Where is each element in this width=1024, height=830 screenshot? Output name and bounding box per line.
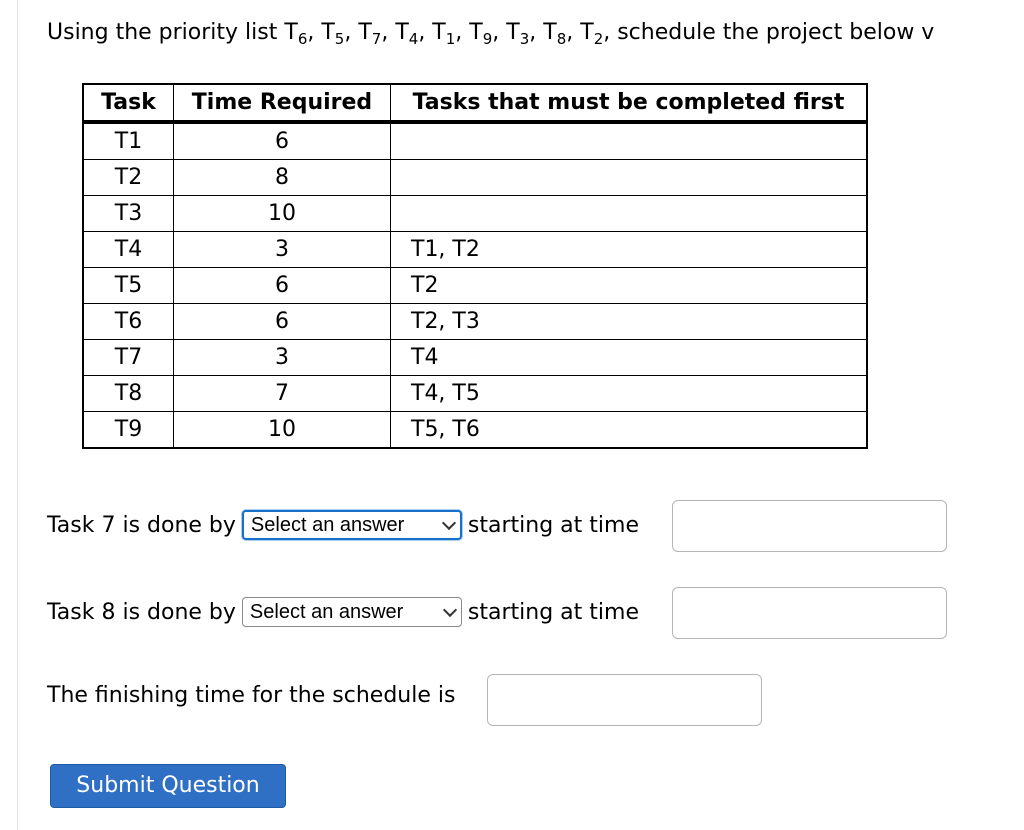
table-row bbox=[83, 268, 867, 304]
submit-question-button[interactable]: Submit Question bbox=[50, 764, 286, 808]
time-cell: 7 bbox=[174, 376, 391, 412]
task-table bbox=[82, 83, 868, 449]
task7-processor-select[interactable] bbox=[242, 510, 462, 540]
finish-time-line bbox=[47, 683, 455, 708]
task-cell: T5 bbox=[83, 268, 174, 304]
task-cell: T8 bbox=[83, 376, 174, 412]
task7-answer-line bbox=[47, 510, 639, 540]
task7-label: Task 7 is done by bbox=[47, 512, 236, 538]
chevron-down-icon bbox=[443, 602, 457, 616]
table-row bbox=[83, 196, 867, 232]
task-cell: T9 bbox=[83, 412, 174, 449]
table-row bbox=[83, 232, 867, 268]
time-cell: 10 bbox=[174, 412, 391, 449]
task8-answer-line bbox=[47, 597, 639, 627]
table-row bbox=[83, 376, 867, 412]
prerequisite-cell bbox=[391, 160, 868, 196]
task-cell: T6 bbox=[83, 304, 174, 340]
table-row bbox=[83, 412, 867, 449]
time-cell: 8 bbox=[174, 160, 391, 196]
prerequisite-cell: T2 bbox=[391, 268, 868, 304]
header-task: Task bbox=[83, 84, 174, 122]
task7-select-value: Select an answer bbox=[250, 513, 405, 536]
table-row bbox=[83, 304, 867, 340]
left-border-line bbox=[17, 0, 18, 830]
task7-start-time-input[interactable] bbox=[672, 500, 947, 552]
time-cell: 6 bbox=[174, 268, 391, 304]
task-cell: T2 bbox=[83, 160, 174, 196]
table-header-row bbox=[83, 84, 867, 122]
time-cell: 3 bbox=[174, 340, 391, 376]
task-cell: T4 bbox=[83, 232, 174, 268]
task8-label: Task 8 is done by bbox=[47, 599, 236, 625]
time-cell: 6 bbox=[174, 304, 391, 340]
task-cell: T3 bbox=[83, 196, 174, 232]
header-prerequisites: Tasks that must be completed first bbox=[391, 84, 868, 122]
prerequisite-cell: T1, T2 bbox=[391, 232, 868, 268]
time-cell: 10 bbox=[174, 196, 391, 232]
finish-time-label: The finishing time for the schedule is bbox=[47, 683, 456, 708]
prerequisite-cell bbox=[391, 196, 868, 232]
prerequisite-cell: T5, T6 bbox=[391, 412, 868, 449]
question-text: Using the priority list $T_6$, $T_5$, $T_7$, $T_4$, $T_1$, $T_9$, $T_3$, $T_8$, $T_2$, schedule the project below v bbox=[47, 20, 935, 48]
header-time-required: Time Required bbox=[174, 84, 391, 122]
prerequisite-cell: T4 bbox=[391, 340, 868, 376]
table-row bbox=[83, 122, 867, 160]
task8-start-time-input[interactable] bbox=[672, 587, 947, 639]
prerequisite-cell: T2, T3 bbox=[391, 304, 868, 340]
finish-time-input[interactable] bbox=[487, 674, 762, 726]
task8-select-value: Select an answer bbox=[249, 600, 404, 623]
task-cell: T7 bbox=[83, 340, 174, 376]
chevron-down-icon bbox=[442, 515, 456, 529]
time-cell: 3 bbox=[174, 232, 391, 268]
task-cell: T1 bbox=[83, 122, 174, 160]
time-cell: 6 bbox=[174, 122, 391, 160]
table-row bbox=[83, 340, 867, 376]
task7-starting-label: starting at time bbox=[467, 512, 639, 538]
prerequisite-cell bbox=[391, 122, 868, 160]
table-row bbox=[83, 160, 867, 196]
task8-processor-select[interactable] bbox=[242, 597, 462, 627]
task8-starting-label: starting at time bbox=[467, 599, 639, 625]
prerequisite-cell: T4, T5 bbox=[391, 376, 868, 412]
